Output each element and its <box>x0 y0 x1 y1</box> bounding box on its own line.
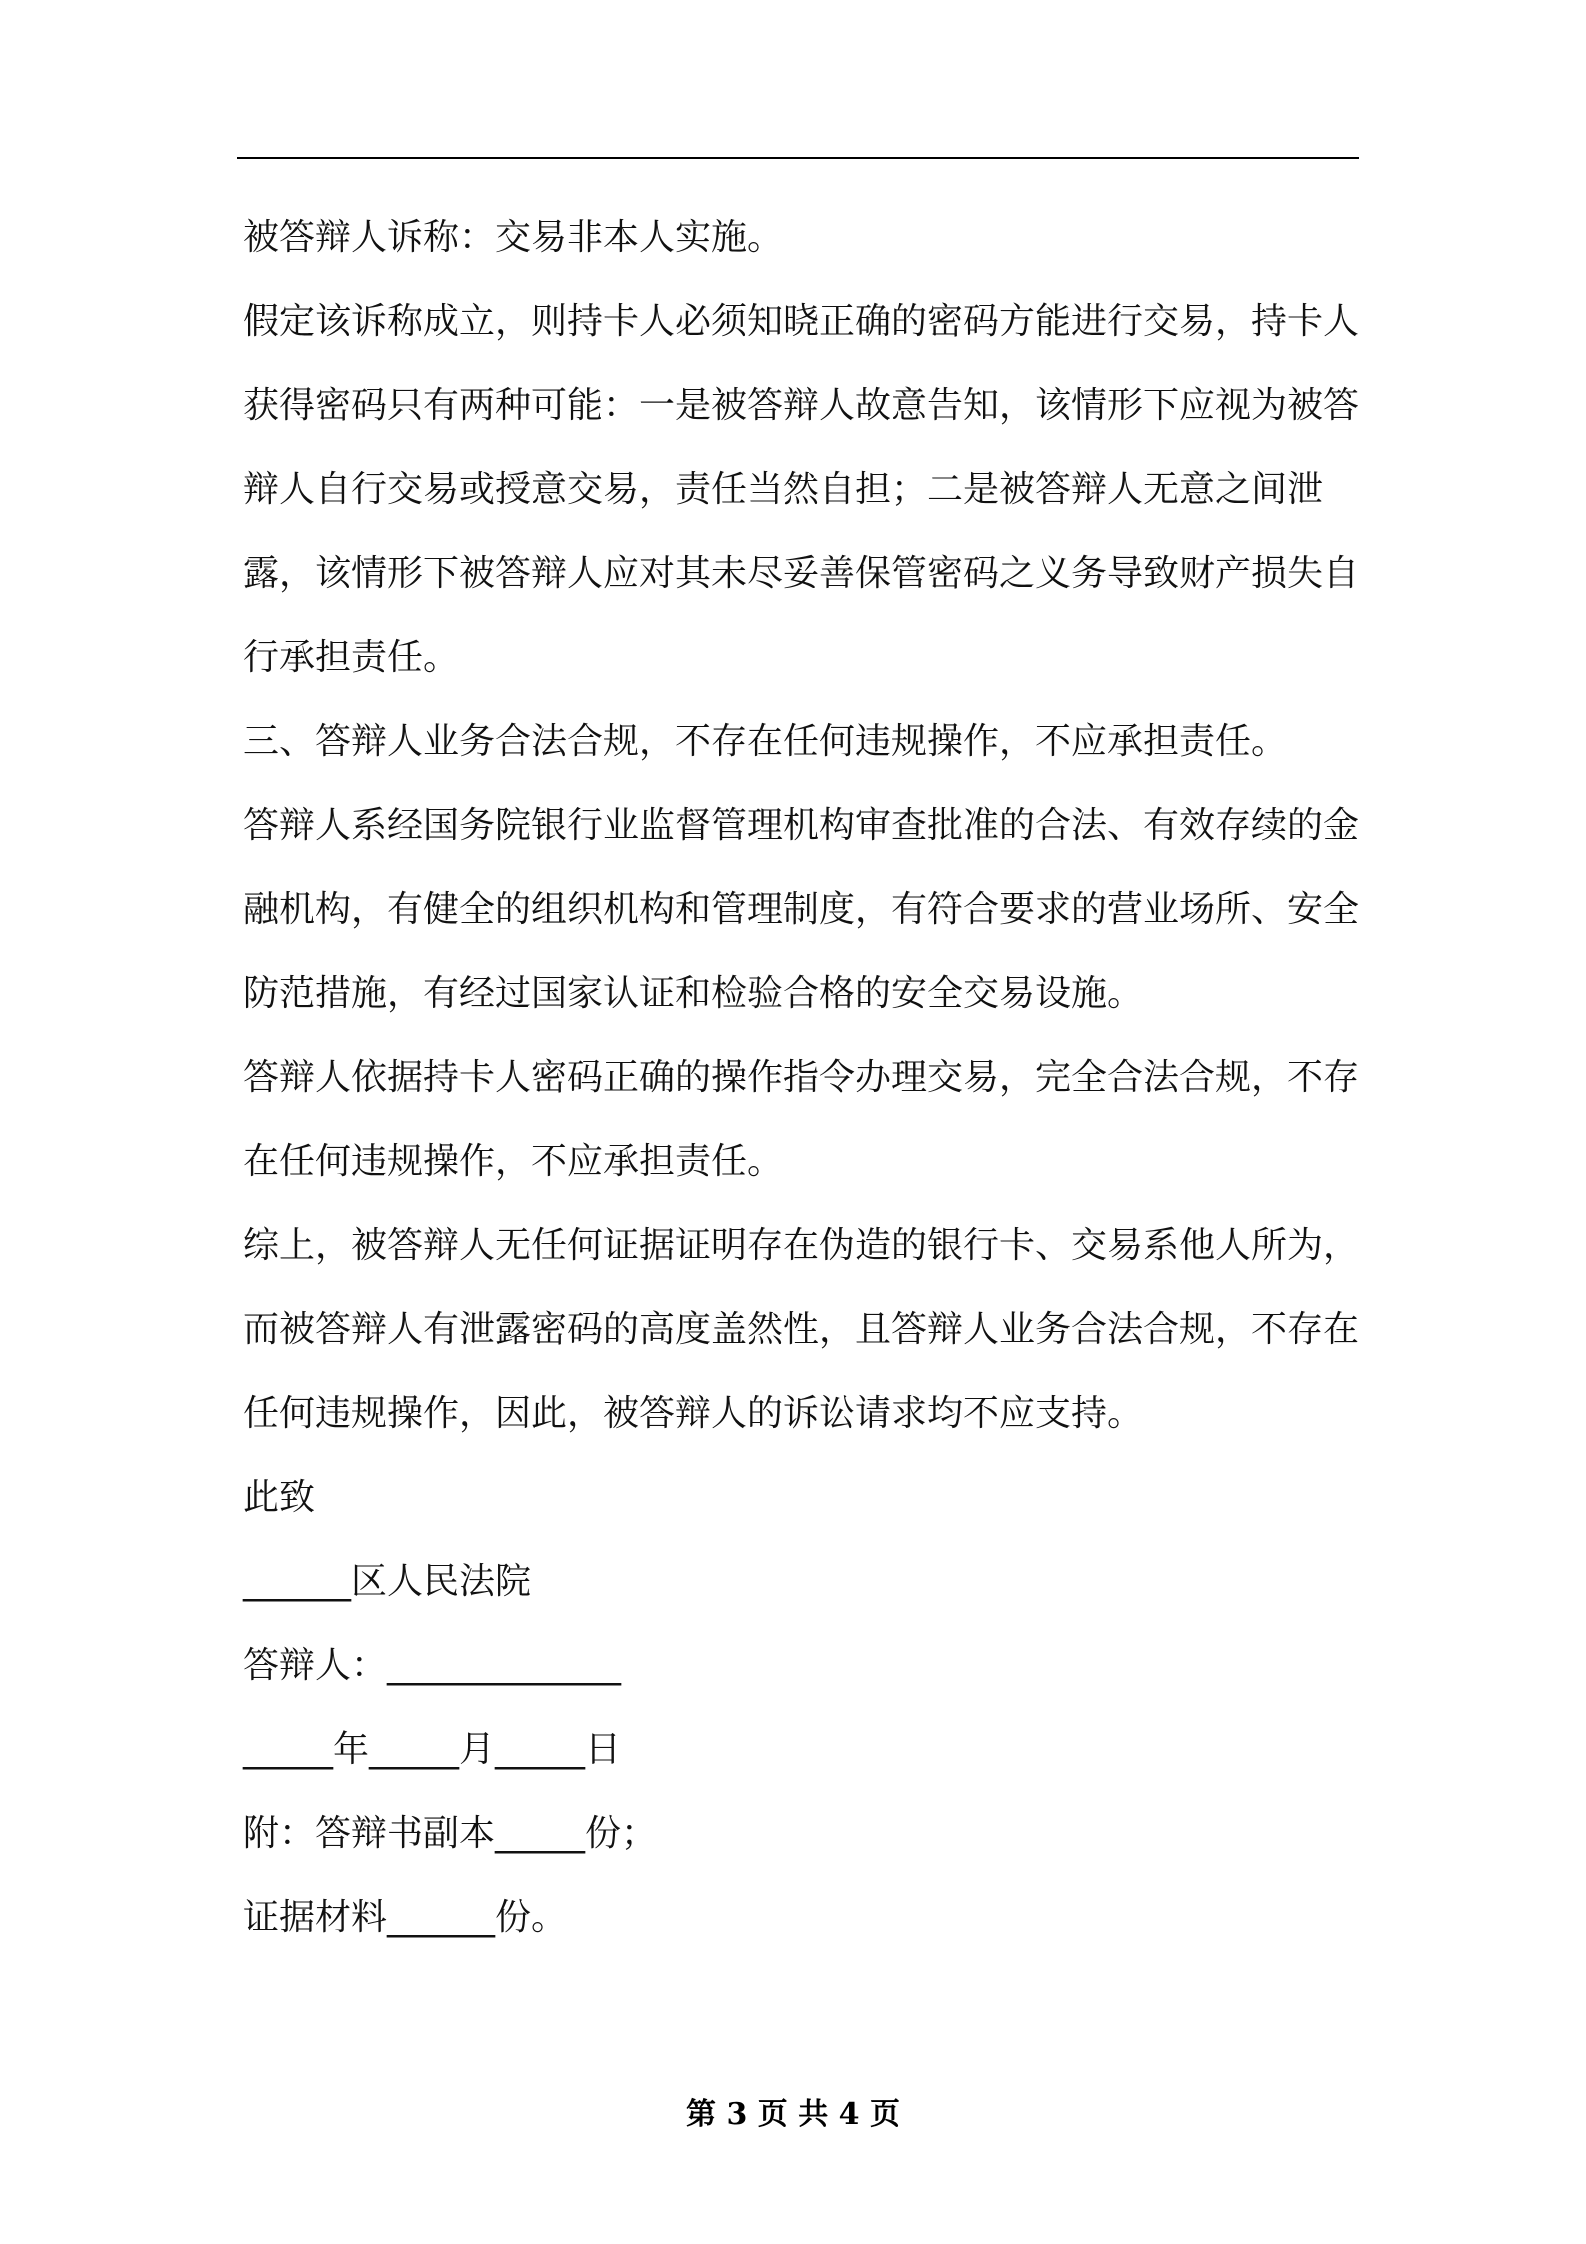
paragraph-transaction-compliance: 答辩人依据持卡人密码正确的操作指令办理交易，完全合法合规，不存在任何违规操作，不应承担责任。 <box>243 1057 1360 1182</box>
paragraph-conclusion: 综上，被答辩人无任何证据证明存在伪造的银行卡、交易系他人所为，而被答辩人有泄露密码的高度盖然性，且答辩人业务合法合规，不存在任何违规操作，因此，被答辩人的诉讼请求均不应支持。 <box>243 1225 1360 1434</box>
salutation: 此致 <box>243 1477 316 1518</box>
paragraph-password-argument: 假定该诉称成立，则持卡人必须知晓正确的密码方能进行交易，持卡人获得密码只有两种可能：一是被答辩人故意告知，该情形下应视为被答辩人自行交易或授意交易，责任当然自担；二是被答辩人无意之间泄露，该情形下被答辩人应对其未尽妥善保管密码之义务导致财产损失自行承担责任。 <box>243 301 1360 678</box>
respondent-signature-line: 答辩人：_____________ <box>243 1645 622 1686</box>
court-line: ______区人民法院 <box>243 1561 532 1602</box>
evidence-materials-line: 证据材料______份。 <box>243 1897 568 1938</box>
paragraph-institution: 答辩人系经国务院银行业监督管理机构审查批准的合法、有效存续的金融机构，有健全的组织机构和管理制度，有符合要求的营业场所、安全防范措施，有经过国家认证和检验合格的安全交易设施。 <box>243 805 1360 1014</box>
page-number-footer: 第 3 页 共 4 页 <box>686 2097 900 2132</box>
paragraph-claim: 被答辩人诉称：交易非本人实施。 <box>243 217 784 258</box>
document-body <box>243 196 1363 1960</box>
date-line: _____年_____月_____日 <box>243 1729 621 1770</box>
attachment-copies-line: 附：答辩书副本_____份； <box>243 1813 658 1854</box>
section-heading-three: 三、答辩人业务合法合规，不存在任何违规操作，不应承担责任。 <box>243 721 1288 762</box>
header-divider <box>237 157 1359 159</box>
